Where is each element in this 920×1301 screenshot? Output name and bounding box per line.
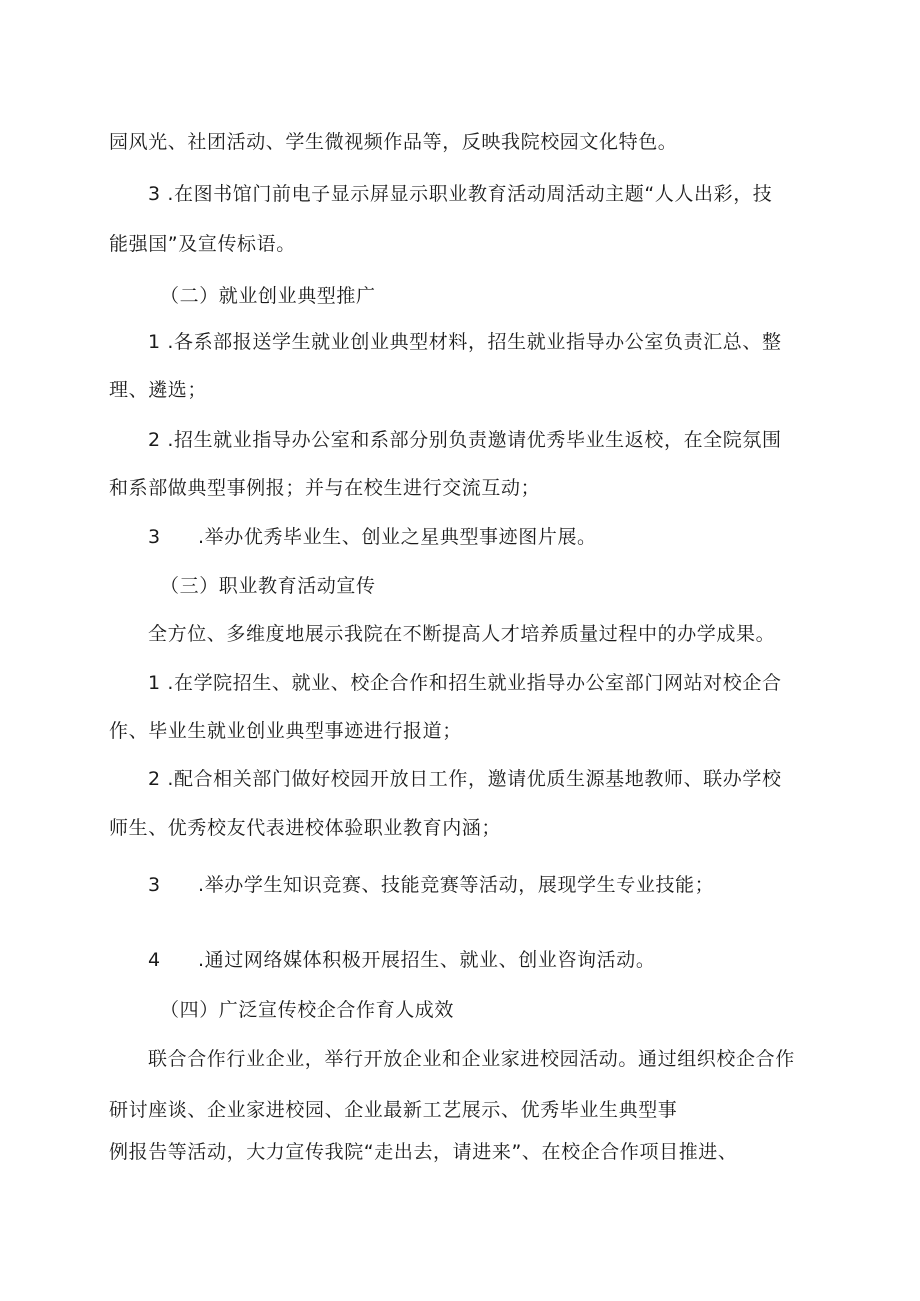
paragraph-line-2: 3 .在图书馆门前电子显示屏显示职业教育活动周活动主题“人人出彩，技 — [148, 183, 773, 205]
paragraph-line-4: 1 .各系部报送学生就业创业典型材料，招生就业指导办公室负责汇总、整 — [148, 331, 782, 353]
paragraph-line-16: 联合合作行业企业，举行开放企业和企业家进校园活动。通过组织校企合作 — [148, 1048, 795, 1070]
list-text: .举办优秀毕业生、创业之星典型事迹图片展。 — [198, 526, 597, 548]
paragraph-line-13: 师生、优秀校友代表进校体验职业教育内涵； — [109, 817, 502, 839]
paragraph-line-1: 园风光、社团活动、学生微视频作品等，反映我院校园文化特色。 — [109, 131, 678, 153]
paragraph-line-3: 能强国”及宣传标语。 — [109, 233, 296, 255]
paragraph-line-17: 研讨座谈、企业家进校园、企业最新工艺展示、优秀毕业生典型事 — [109, 1099, 678, 1121]
list-number: 3 — [148, 874, 161, 896]
paragraph-line-9: 全方位、多维度地展示我院在不断提高人才培养质量过程中的办学成果。 — [148, 623, 776, 645]
list-number: 3 — [148, 526, 161, 548]
paragraph-line-18: 例报告等活动，大力宣传我院“走出去，请进来”、在校企合作项目推进、 — [109, 1141, 738, 1163]
paragraph-line-12: 2 .配合相关部门做好校园开放日工作，邀请优质生源基地教师、联办学校 — [148, 768, 782, 790]
paragraph-line-5: 理、遴选； — [109, 379, 208, 401]
list-text: .举办学生知识竞赛、技能竞赛等活动，展现学生专业技能； — [198, 874, 715, 896]
paragraph-line-8 — [148, 525, 597, 549]
paragraph-line-7: 和系部做典型事例报；并与在校生进行交流互动； — [109, 477, 541, 499]
paragraph-line-14 — [148, 873, 714, 897]
paragraph-line-10: 1 .在学院招生、就业、校企合作和招生就业指导办公室部门网站对校企合 — [148, 672, 782, 694]
list-number: 4 — [148, 949, 161, 971]
section-heading-3: （三）职业教育活动宣传 — [160, 575, 376, 597]
paragraph-line-6: 2 .招生就业指导办公室和系部分别负责邀请优秀毕业生返校，在全院氛围 — [148, 429, 782, 451]
section-heading-2: （二）就业创业典型推广 — [160, 285, 376, 307]
paragraph-line-15 — [148, 948, 655, 972]
list-text: .通过网络媒体积极开展招生、就业、创业咨询活动。 — [198, 949, 656, 971]
section-heading-4: （四）广泛宣传校企合作育人成效 — [160, 999, 455, 1021]
paragraph-line-11: 作、毕业生就业创业典型事迹进行报道； — [109, 720, 462, 742]
